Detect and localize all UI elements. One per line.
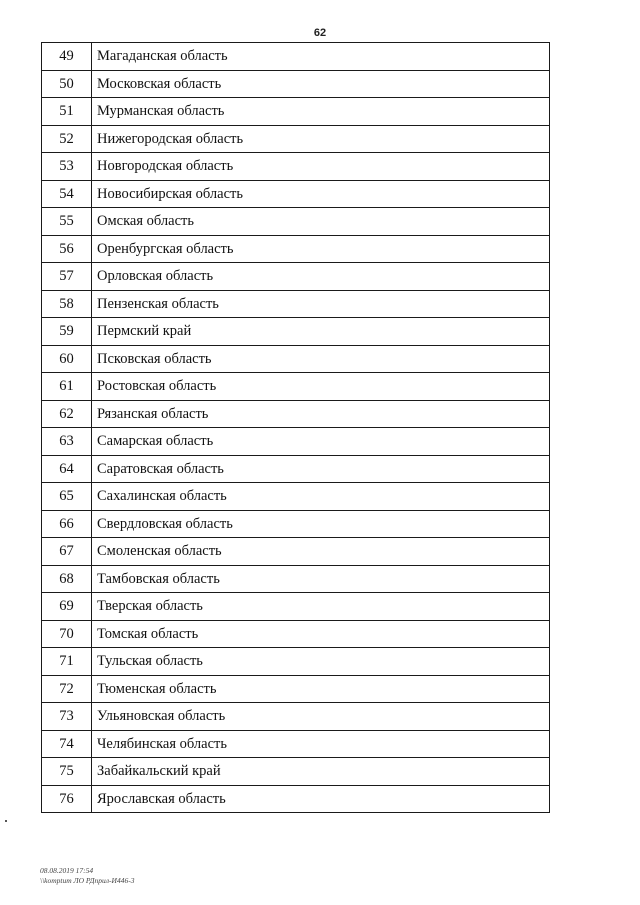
footer-file-path: \\komptum ЛО РДприл-И446-3 <box>40 876 135 885</box>
region-name: Сахалинская область <box>92 483 550 511</box>
region-name: Орловская область <box>92 263 550 291</box>
region-name: Московская область <box>92 70 550 98</box>
region-number: 65 <box>42 483 92 511</box>
region-name: Тульская область <box>92 648 550 676</box>
scan-speck <box>5 820 7 822</box>
region-name: Оренбургская область <box>92 235 550 263</box>
table-row <box>42 70 550 98</box>
region-number: 53 <box>42 153 92 181</box>
region-number: 64 <box>42 455 92 483</box>
region-number: 59 <box>42 318 92 346</box>
region-number: 51 <box>42 98 92 126</box>
table-row <box>42 510 550 538</box>
region-name: Пензенская область <box>92 290 550 318</box>
region-name: Тверская область <box>92 593 550 621</box>
region-number: 66 <box>42 510 92 538</box>
region-name: Ярославская область <box>92 785 550 813</box>
table-row <box>42 98 550 126</box>
region-number: 55 <box>42 208 92 236</box>
table-row <box>42 428 550 456</box>
table-row <box>42 263 550 291</box>
region-number: 75 <box>42 758 92 786</box>
region-number: 60 <box>42 345 92 373</box>
table-row <box>42 373 550 401</box>
footer-timestamp: 08.08.2019 17:54 <box>40 866 94 875</box>
table-row <box>42 208 550 236</box>
region-name: Самарская область <box>92 428 550 456</box>
table-row <box>42 565 550 593</box>
region-name: Новгородская область <box>92 153 550 181</box>
region-number: 73 <box>42 703 92 731</box>
region-number: 56 <box>42 235 92 263</box>
region-name: Тамбовская область <box>92 565 550 593</box>
table-row <box>42 235 550 263</box>
region-name: Челябинская область <box>92 730 550 758</box>
region-number: 54 <box>42 180 92 208</box>
regions-table-body <box>42 43 550 813</box>
region-name: Саратовская область <box>92 455 550 483</box>
region-name: Ульяновская область <box>92 703 550 731</box>
region-number: 63 <box>42 428 92 456</box>
table-row <box>42 593 550 621</box>
region-name: Магаданская область <box>92 43 550 71</box>
table-row <box>42 153 550 181</box>
region-name: Смоленская область <box>92 538 550 566</box>
region-number: 69 <box>42 593 92 621</box>
region-name: Пермский край <box>92 318 550 346</box>
table-row <box>42 290 550 318</box>
table-row <box>42 455 550 483</box>
region-name: Свердловская область <box>92 510 550 538</box>
region-number: 61 <box>42 373 92 401</box>
table-row <box>42 648 550 676</box>
region-number: 70 <box>42 620 92 648</box>
table-row <box>42 703 550 731</box>
table-row <box>42 43 550 71</box>
table-row <box>42 400 550 428</box>
document-footer <box>40 866 134 886</box>
region-number: 72 <box>42 675 92 703</box>
table-row <box>42 620 550 648</box>
region-name: Псковская область <box>92 345 550 373</box>
region-number: 52 <box>42 125 92 153</box>
region-name: Мурманская область <box>92 98 550 126</box>
region-number: 71 <box>42 648 92 676</box>
region-number: 50 <box>42 70 92 98</box>
region-name: Забайкальский край <box>92 758 550 786</box>
table-row <box>42 785 550 813</box>
table-row <box>42 675 550 703</box>
region-name: Тюменская область <box>92 675 550 703</box>
region-number: 67 <box>42 538 92 566</box>
region-number: 76 <box>42 785 92 813</box>
region-number: 74 <box>42 730 92 758</box>
table-row <box>42 538 550 566</box>
region-name: Рязанская область <box>92 400 550 428</box>
table-row <box>42 758 550 786</box>
region-name: Новосибирская область <box>92 180 550 208</box>
region-number: 57 <box>42 263 92 291</box>
region-name: Томская область <box>92 620 550 648</box>
regions-table <box>41 42 550 813</box>
region-number: 49 <box>42 43 92 71</box>
region-number: 62 <box>42 400 92 428</box>
table-row <box>42 730 550 758</box>
region-number: 58 <box>42 290 92 318</box>
table-row <box>42 318 550 346</box>
table-row <box>42 125 550 153</box>
region-name: Омская область <box>92 208 550 236</box>
table-row <box>42 180 550 208</box>
region-name: Ростовская область <box>92 373 550 401</box>
region-number: 68 <box>42 565 92 593</box>
page-number: 62 <box>313 27 327 39</box>
table-row <box>42 483 550 511</box>
region-name: Нижегородская область <box>92 125 550 153</box>
table-row <box>42 345 550 373</box>
